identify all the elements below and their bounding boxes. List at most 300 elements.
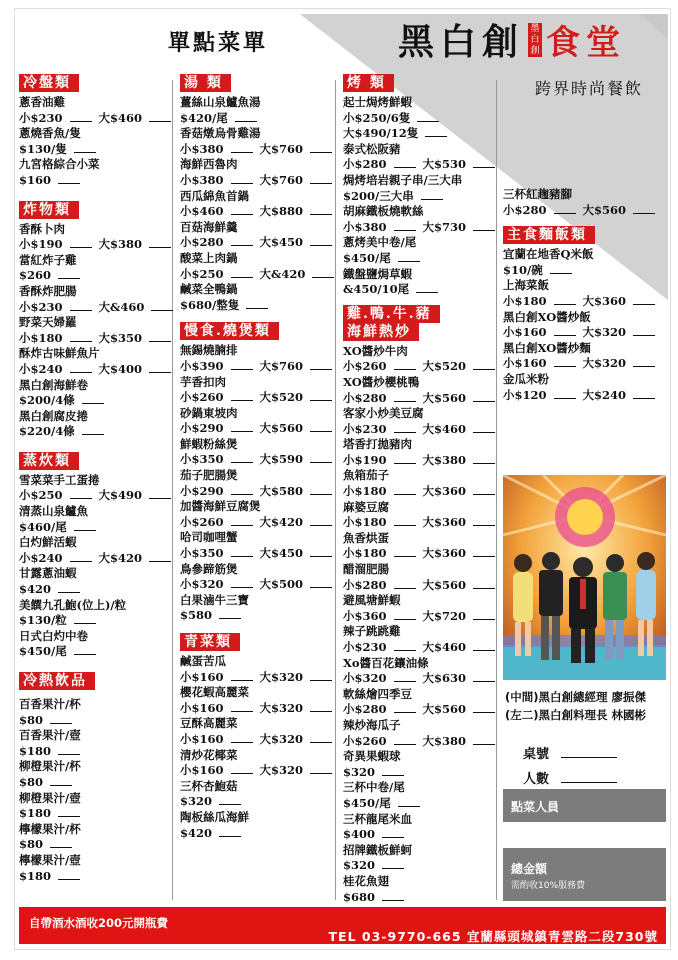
quantity-blank[interactable]: [421, 199, 443, 200]
menu-item: [343, 593, 493, 624]
menu-item-price: $450/尾: [343, 796, 493, 812]
menu-item-name: 鮮蝦粉絲煲: [180, 436, 238, 451]
menu-item-price: 大$490/12隻: [343, 126, 493, 142]
quantity-blank[interactable]: [149, 372, 171, 373]
category-steamed: 蒸炊類: [19, 452, 79, 470]
quantity-blank[interactable]: [394, 230, 416, 231]
quantity-blank[interactable]: [219, 836, 241, 837]
quantity-blank[interactable]: [394, 369, 416, 370]
menu-item-price: $80: [19, 837, 169, 853]
menu-item-name: 海鮮西魯肉: [180, 157, 238, 172]
menu-item-name: 野菜天婦羅: [19, 315, 77, 330]
menu-item: [343, 656, 493, 687]
category-fried: 炸物類: [19, 201, 79, 219]
quantity-blank[interactable]: [473, 494, 495, 495]
menu-item: [343, 843, 493, 874]
menu-item-price: 小$230 大$460: [343, 640, 493, 656]
menu-item-name: 哈司咖哩蟹: [180, 530, 238, 545]
table-number-blank[interactable]: [561, 757, 617, 758]
quantity-blank[interactable]: [394, 167, 416, 168]
quantity-blank[interactable]: [473, 525, 495, 526]
menu-item-price: 小$280 大$560: [343, 702, 493, 718]
quantity-blank[interactable]: [231, 214, 253, 215]
menu-item: [19, 409, 169, 440]
quantity-blank[interactable]: [473, 167, 495, 168]
menu-item-price: 小$280 大$560: [343, 578, 493, 594]
menu-item-name: 魚箱茄子: [343, 468, 389, 483]
quantity-blank[interactable]: [231, 773, 253, 774]
order-staff-box[interactable]: [503, 789, 666, 822]
quantity-blank[interactable]: [50, 785, 72, 786]
list-grill: [343, 95, 493, 298]
menu-item-price: 小$260 大$380: [343, 734, 493, 750]
quantity-blank[interactable]: [70, 498, 92, 499]
quantity-blank[interactable]: [231, 711, 253, 712]
menu-item-price: $10/碗: [503, 263, 663, 279]
menu-item-price: 小$290 大$560: [180, 421, 330, 437]
menu-item-name: 軟絲燴四季豆: [343, 686, 412, 701]
menu-item-price: $200/三大串: [343, 189, 493, 205]
quantity-blank[interactable]: [554, 304, 576, 305]
menu-item: [503, 372, 663, 403]
menu-item-name: 當紅炸子雞: [19, 252, 77, 267]
menu-item: [343, 375, 493, 406]
menu-item-name: 三杯紅趜豬腳: [503, 187, 572, 201]
menu-item-price: $460/尾: [19, 520, 169, 536]
menu-item-price: $580: [180, 608, 330, 624]
menu-item: [180, 654, 330, 685]
menu-item-price: 小$320 大$630: [343, 671, 493, 687]
quantity-blank[interactable]: [310, 494, 332, 495]
menu-item-price: 小$180 大$350: [19, 331, 169, 347]
menu-item: [19, 822, 169, 853]
menu-item: [343, 562, 493, 593]
column-divider: [496, 80, 497, 900]
quantity-blank[interactable]: [473, 619, 495, 620]
menu-item-name: 金瓜米粉: [503, 371, 549, 386]
menu-item-name: 九宮格綜合小菜: [19, 157, 100, 172]
quantity-blank[interactable]: [473, 463, 495, 464]
quantity-blank[interactable]: [231, 183, 253, 184]
quantity-blank[interactable]: [74, 152, 96, 153]
menu-item-name: 蔥香油雞: [19, 95, 65, 109]
quantity-blank[interactable]: [312, 277, 334, 278]
menu-item-name: 柳橙果汁/壺: [19, 790, 81, 805]
footer-bar: [19, 907, 666, 944]
quantity-blank[interactable]: [394, 463, 416, 464]
quantity-blank[interactable]: [554, 335, 576, 336]
quantity-blank[interactable]: [246, 308, 268, 309]
menu-item-name: 鐵盤鹽焗草蝦: [343, 266, 412, 281]
menu-item-price: $180: [19, 806, 169, 822]
quantity-blank[interactable]: [416, 292, 438, 293]
menu-item: [180, 468, 330, 499]
quantity-blank[interactable]: [231, 245, 253, 246]
quantity-blank[interactable]: [70, 561, 92, 562]
menu-column-3: [343, 72, 493, 905]
menu-item-name: 香酥卜肉: [19, 221, 65, 236]
menu-item-price: 小$190 大$380: [343, 453, 493, 469]
caption-line-2: (左二)黑白創料理長 林國彬: [505, 708, 647, 722]
menu-item: [180, 562, 330, 593]
menu-item-price: 小$180 大$360: [503, 294, 663, 310]
quantity-blank[interactable]: [231, 525, 253, 526]
quantity-blank[interactable]: [394, 525, 416, 526]
quantity-blank[interactable]: [382, 900, 404, 901]
menu-item: [19, 535, 169, 566]
quantity-blank[interactable]: [425, 136, 447, 137]
quantity-blank[interactable]: [149, 561, 171, 562]
quantity-blank[interactable]: [151, 310, 173, 311]
menu-item-name: 奇異果蝦球: [343, 749, 401, 764]
list-vegetables: [180, 654, 330, 841]
quantity-blank[interactable]: [394, 744, 416, 745]
menu-item: [180, 593, 330, 624]
quantity-blank[interactable]: [310, 587, 332, 588]
menu-item: [343, 267, 493, 298]
menu-item: [180, 220, 330, 251]
menu-item-name: 檸檬果汁/杯: [19, 821, 81, 836]
menu-item-name: 魚香烘蛋: [343, 530, 389, 545]
quantity-blank[interactable]: [394, 712, 416, 713]
menu-item-name: 芋香扣肉: [180, 374, 226, 389]
quantity-blank[interactable]: [310, 183, 332, 184]
quantity-blank[interactable]: [231, 277, 253, 278]
menu-item-name: 泰式松阪豬: [343, 141, 401, 156]
quantity-blank[interactable]: [70, 310, 92, 311]
quantity-blank[interactable]: [473, 401, 495, 402]
quantity-blank[interactable]: [310, 680, 332, 681]
quantity-blank[interactable]: [235, 121, 257, 122]
quantity-blank[interactable]: [82, 403, 104, 404]
menu-item-name: 酥炸古味鮮魚片: [19, 346, 100, 361]
quantity-blank[interactable]: [382, 837, 404, 838]
menu-item-price: &450/10尾: [343, 282, 493, 298]
menu-item-price: 小$250 大&420: [180, 267, 330, 283]
quantity-blank[interactable]: [231, 369, 253, 370]
menu-item-price: $320: [343, 858, 493, 874]
menu-item-price: 小$240 大$420: [19, 551, 169, 567]
quantity-blank[interactable]: [473, 650, 495, 651]
menu-item-name: 三杯中卷/尾: [343, 780, 405, 795]
menu-item-price: 小$290 大$580: [180, 484, 330, 500]
menu-item: [19, 853, 169, 884]
menu-item-price: $450/尾: [19, 644, 169, 660]
quantity-blank[interactable]: [231, 431, 253, 432]
menu-item-price: 小$350 大$590: [180, 452, 330, 468]
quantity-blank[interactable]: [310, 245, 332, 246]
quantity-blank[interactable]: [231, 462, 253, 463]
menu-item-name: 柳橙果汁/杯: [19, 759, 81, 774]
quantity-blank[interactable]: [398, 806, 420, 807]
quantity-blank[interactable]: [554, 366, 576, 367]
quantity-blank[interactable]: [310, 369, 332, 370]
menu-item-price: $80: [19, 775, 169, 791]
menu-item-name: 甘露蔥油蝦: [19, 566, 77, 581]
menu-item: [503, 278, 663, 309]
menu-item-price: 小$280 大$560: [503, 203, 663, 219]
menu-item-price: $420/尾: [180, 111, 330, 127]
quantity-blank[interactable]: [633, 398, 655, 399]
menu-item: [19, 504, 169, 535]
quantity-blank[interactable]: [382, 775, 404, 776]
quantity-blank[interactable]: [58, 754, 80, 755]
quantity-blank[interactable]: [473, 681, 495, 682]
quantity-blank[interactable]: [550, 273, 572, 274]
list-steamed: [19, 473, 169, 660]
menu-item: [180, 685, 330, 716]
menu-item: [180, 748, 330, 779]
quantity-blank[interactable]: [58, 816, 80, 817]
menu-item: [19, 629, 169, 660]
menu-item: [19, 598, 169, 629]
menu-item-name: 麻婆豆腐: [343, 499, 389, 514]
menu-item-price: $450/尾: [343, 251, 493, 267]
quantity-blank[interactable]: [473, 369, 495, 370]
column-divider: [335, 80, 336, 900]
menu-item-name: 上海菜飯: [503, 278, 549, 293]
menu-item: [19, 728, 169, 759]
quantity-blank[interactable]: [310, 214, 332, 215]
quantity-blank[interactable]: [231, 587, 253, 588]
menu-item-price: $180: [19, 869, 169, 885]
quantity-blank[interactable]: [58, 592, 80, 593]
menu-item-price: 小$390 大$760: [180, 359, 330, 375]
quantity-blank[interactable]: [50, 847, 72, 848]
quantity-blank[interactable]: [473, 712, 495, 713]
category-vegetables: 青菜類: [180, 633, 240, 651]
menu-item-name: 雪菜菜手工蛋捲: [19, 472, 100, 487]
quantity-blank[interactable]: [219, 804, 241, 805]
menu-item: [343, 780, 493, 811]
menu-item-name: 無錫燒腩排: [180, 343, 238, 358]
menu-item-price: 小$190 大$380: [19, 237, 169, 253]
category-soup: 湯 類: [180, 74, 231, 92]
menu-item: [343, 687, 493, 718]
menu-item-price: 小$160 大$320: [503, 356, 663, 372]
category-drinks: 冷熱飲品: [19, 672, 95, 690]
quantity-blank[interactable]: [310, 556, 332, 557]
category-meat: 雞.鴨.牛.豬: [343, 305, 440, 323]
quantity-blank[interactable]: [473, 432, 495, 433]
column-divider: [172, 80, 173, 900]
quantity-blank[interactable]: [74, 623, 96, 624]
quantity-blank[interactable]: [310, 462, 332, 463]
quantity-blank[interactable]: [231, 556, 253, 557]
quantity-blank[interactable]: [394, 588, 416, 589]
quantity-blank[interactable]: [219, 618, 241, 619]
quantity-blank[interactable]: [70, 247, 92, 248]
quantity-blank[interactable]: [394, 619, 416, 620]
quantity-blank[interactable]: [310, 152, 332, 153]
quantity-blank[interactable]: [149, 247, 171, 248]
menu-item-name: 酸菜上肉鍋: [180, 250, 238, 265]
menu-item: [19, 157, 169, 188]
quantity-blank[interactable]: [473, 588, 495, 589]
menu-item: [180, 530, 330, 561]
quantity-blank[interactable]: [74, 654, 96, 655]
quantity-blank[interactable]: [58, 278, 80, 279]
menu-item: [343, 468, 493, 499]
quantity-blank[interactable]: [50, 723, 72, 724]
menu-item: [343, 406, 493, 437]
menu-item-name: 百香果汁/壺: [19, 728, 81, 743]
menu-item: [19, 697, 169, 728]
menu-item-price: 小$380 大$760: [180, 173, 330, 189]
menu-item: [180, 406, 330, 437]
menu-item: [343, 437, 493, 468]
menu-item-name: XO醬炒牛肉: [343, 343, 408, 358]
menu-item-price: 小$240 大$400: [19, 362, 169, 378]
quantity-blank[interactable]: [554, 213, 576, 214]
menu-item: [180, 779, 330, 810]
menu-item: [180, 189, 330, 220]
menu-item-name: 辣炒海瓜子: [343, 717, 401, 732]
menu-item-name: 豆酥高麗菜: [180, 716, 238, 731]
menu-item-price: 小$230 大&460: [19, 300, 169, 316]
quantity-blank[interactable]: [74, 530, 96, 531]
menu-item-name: 宜蘭在地香Q米飯: [503, 247, 594, 262]
quantity-blank[interactable]: [398, 261, 420, 262]
menu-item: [343, 718, 493, 749]
menu-item-name: 白果滷牛三寶: [180, 592, 249, 607]
people-count-blank[interactable]: [561, 782, 617, 783]
menu-item-name: 百香果汁/杯: [19, 697, 81, 711]
table-number-label: 桌號: [523, 747, 550, 762]
menu-item-price: 小$350 大$450: [180, 546, 330, 562]
menu-item: [180, 126, 330, 157]
menu-item: [180, 343, 330, 374]
menu-item-name: 鹹蛋苦瓜: [180, 654, 226, 668]
menu-item: [19, 253, 169, 284]
quantity-blank[interactable]: [473, 744, 495, 745]
quantity-blank[interactable]: [310, 742, 332, 743]
menu-item-name: 黑白創XO醬炒飯: [503, 309, 591, 324]
quantity-blank[interactable]: [394, 650, 416, 651]
quantity-blank[interactable]: [394, 401, 416, 402]
quantity-blank[interactable]: [149, 341, 171, 342]
quantity-blank[interactable]: [310, 400, 332, 401]
quantity-blank[interactable]: [394, 432, 416, 433]
menu-column-4: [503, 187, 663, 403]
quantity-blank[interactable]: [58, 183, 80, 184]
brand-logo: [398, 14, 626, 65]
quantity-blank[interactable]: [231, 742, 253, 743]
brand-seal-stamp: 墨白創: [528, 23, 542, 57]
quantity-blank[interactable]: [633, 213, 655, 214]
menu-item: [503, 187, 663, 218]
quantity-blank[interactable]: [70, 372, 92, 373]
menu-item-price: 小$160 大$320: [180, 670, 330, 686]
menu-item-name: 鳥參蹄筋煲: [180, 561, 238, 576]
menu-item-price: $420: [180, 826, 330, 842]
quantity-blank[interactable]: [554, 398, 576, 399]
quantity-blank[interactable]: [231, 152, 253, 153]
menu-item: [343, 874, 493, 905]
quantity-blank[interactable]: [70, 341, 92, 342]
quantity-blank[interactable]: [310, 525, 332, 526]
quantity-blank[interactable]: [394, 556, 416, 557]
people-count-field[interactable]: [523, 768, 617, 787]
menu-item-name: 三杯杏鮑菇: [180, 778, 238, 793]
quantity-blank[interactable]: [310, 431, 332, 432]
menu-item-price: 小$160 大$320: [180, 732, 330, 748]
quantity-blank[interactable]: [394, 494, 416, 495]
menu-item: [343, 500, 493, 531]
menu-item: [343, 95, 493, 126]
menu-title: 單點菜單: [168, 30, 269, 56]
menu-item: [343, 126, 493, 142]
quantity-blank[interactable]: [473, 556, 495, 557]
quantity-blank[interactable]: [82, 434, 104, 435]
menu-item-name: 香菇燉烏骨雞湯: [180, 126, 261, 141]
menu-item: [180, 251, 330, 282]
menu-item: [19, 566, 169, 597]
quantity-blank[interactable]: [394, 681, 416, 682]
list-soup: [180, 95, 330, 313]
quantity-blank[interactable]: [417, 121, 439, 122]
list-fried: [19, 222, 169, 440]
menu-item-price: 小$230 大$460: [343, 422, 493, 438]
total-amount-box[interactable]: [503, 848, 666, 901]
menu-item-name: 鹹菜全鴨鍋: [180, 282, 238, 297]
menu-item-name: 蔥烤美中卷/尾: [343, 235, 417, 250]
quantity-blank[interactable]: [58, 879, 80, 880]
menu-item-name: 塔香打拋豬肉: [343, 437, 412, 452]
menu-item-price: 小$380 大$760: [180, 142, 330, 158]
quantity-blank[interactable]: [310, 773, 332, 774]
menu-item-price: 小$180 大$360: [343, 546, 493, 562]
menu-item: [180, 375, 330, 406]
menu-item: [503, 310, 663, 341]
menu-item-name: 三杯龍尾米血: [343, 811, 412, 826]
menu-item-name: 蔥燒香魚/隻: [19, 126, 81, 141]
quantity-blank[interactable]: [633, 366, 655, 367]
quantity-blank[interactable]: [633, 335, 655, 336]
quantity-blank[interactable]: [149, 498, 171, 499]
quantity-blank[interactable]: [231, 680, 253, 681]
menu-item-name: 百菇海鮮羹: [180, 219, 238, 234]
menu-item-name: 避風塘鮮蝦: [343, 593, 401, 608]
slogan: 跨界時尚餐飲: [535, 79, 644, 98]
menu-item: [19, 315, 169, 346]
menu-item: [180, 810, 330, 841]
menu-item-price: $400: [343, 827, 493, 843]
menu-item: [19, 222, 169, 253]
quantity-blank[interactable]: [473, 230, 495, 231]
quantity-blank[interactable]: [382, 868, 404, 869]
service-charge-note: 需酌收10%服務費: [511, 881, 586, 891]
quantity-blank[interactable]: [70, 121, 92, 122]
quantity-blank[interactable]: [310, 711, 332, 712]
total-amount-label: 總金額: [511, 862, 548, 876]
menu-item-name: 黑白創腐皮捲: [19, 408, 88, 423]
menu-item: [343, 344, 493, 375]
quantity-blank[interactable]: [231, 494, 253, 495]
quantity-blank[interactable]: [231, 400, 253, 401]
menu-item: [19, 126, 169, 157]
menu-item: [503, 341, 663, 372]
menu-item-price: 小$280 大$450: [180, 235, 330, 251]
menu-item: [180, 499, 330, 530]
menu-item-name: 日式白灼中卷: [19, 628, 88, 643]
list-staples: [503, 247, 663, 403]
table-number-field[interactable]: [523, 743, 617, 762]
quantity-blank[interactable]: [633, 304, 655, 305]
menu-item-name: 辣子跳跳雞: [343, 624, 401, 639]
quantity-blank[interactable]: [149, 121, 171, 122]
menu-item-price: 小$250 大$490: [19, 488, 169, 504]
